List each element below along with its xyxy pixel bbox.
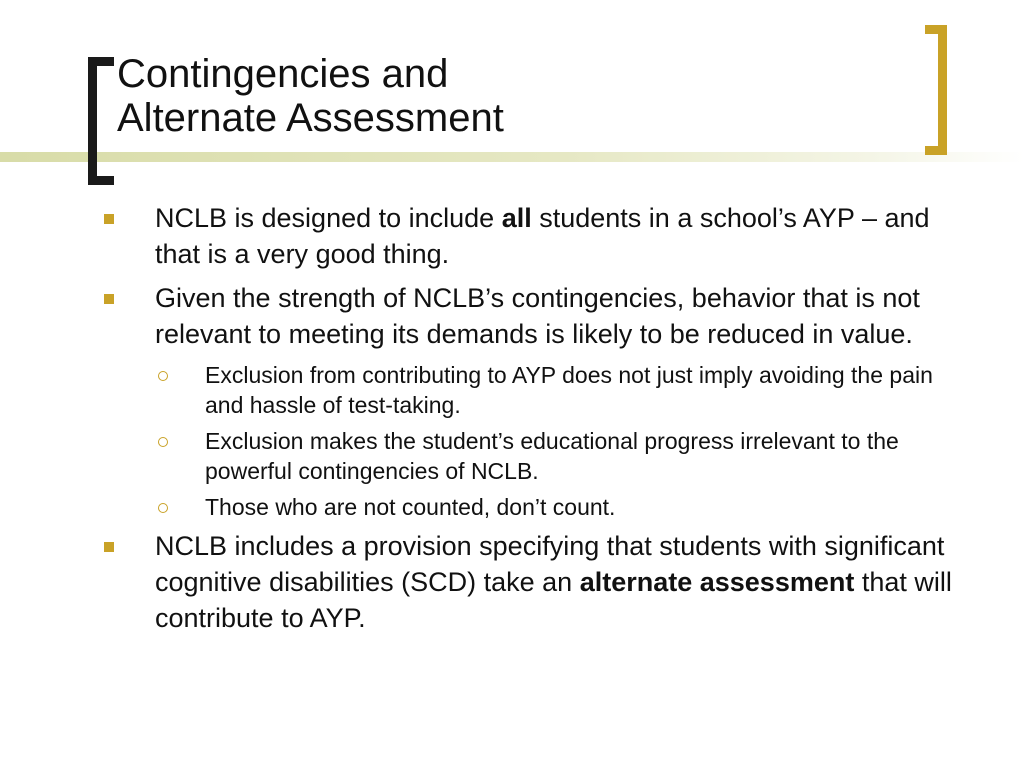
- square-bullet-icon: [104, 294, 114, 304]
- circle-bullet-icon: [158, 437, 168, 447]
- title-line-1: Contingencies and: [117, 52, 449, 96]
- bullet-text-bold: all: [501, 203, 532, 233]
- title-line-2: Alternate Assessment: [117, 96, 504, 140]
- bullet-text-pre: NCLB includes a provision specifying that students with significant cognitive disabilities (SCD) take an: [155, 531, 945, 597]
- bullet-item: [104, 280, 954, 352]
- sub-bullet-text: Those who are not counted, don’t count.: [205, 494, 616, 520]
- square-bullet-icon: [104, 214, 114, 224]
- bullet-text-pre: NCLB is designed to include: [155, 203, 502, 233]
- bullet-text-post: that will contribute to AYP.: [155, 567, 952, 633]
- bullet-item: [104, 528, 954, 636]
- circle-bullet-icon: [158, 503, 168, 513]
- circle-bullet-icon: [158, 371, 168, 381]
- sub-bullet-item: [155, 426, 954, 486]
- bullet-text: Given the strength of NCLB’s contingencies, behavior that is not relevant to meeting its demands is likely to be reduced in value.: [155, 283, 920, 349]
- title-accent-band: [0, 152, 1024, 162]
- bullet-text-bold: alternate assessment: [579, 567, 855, 597]
- sub-bullet-item: [155, 360, 954, 420]
- bullet-text-post: students in a school’s AYP – and that is a very good thing.: [155, 203, 930, 269]
- sub-bullet-text: Exclusion from contributing to AYP does not just imply avoiding the pain and hassle of test-taking.: [205, 362, 933, 418]
- sub-bullet-item: [155, 492, 954, 522]
- square-bullet-icon: [104, 542, 114, 552]
- bullet-item: [104, 200, 954, 272]
- sub-bullet-text: Exclusion makes the student’s educational progress irrelevant to the powerful contingencies of NCLB.: [205, 428, 899, 484]
- right-bracket-decoration: [925, 25, 947, 155]
- slide-body: [104, 200, 954, 644]
- slide-title: [117, 52, 877, 140]
- left-bracket-decoration: [88, 57, 114, 185]
